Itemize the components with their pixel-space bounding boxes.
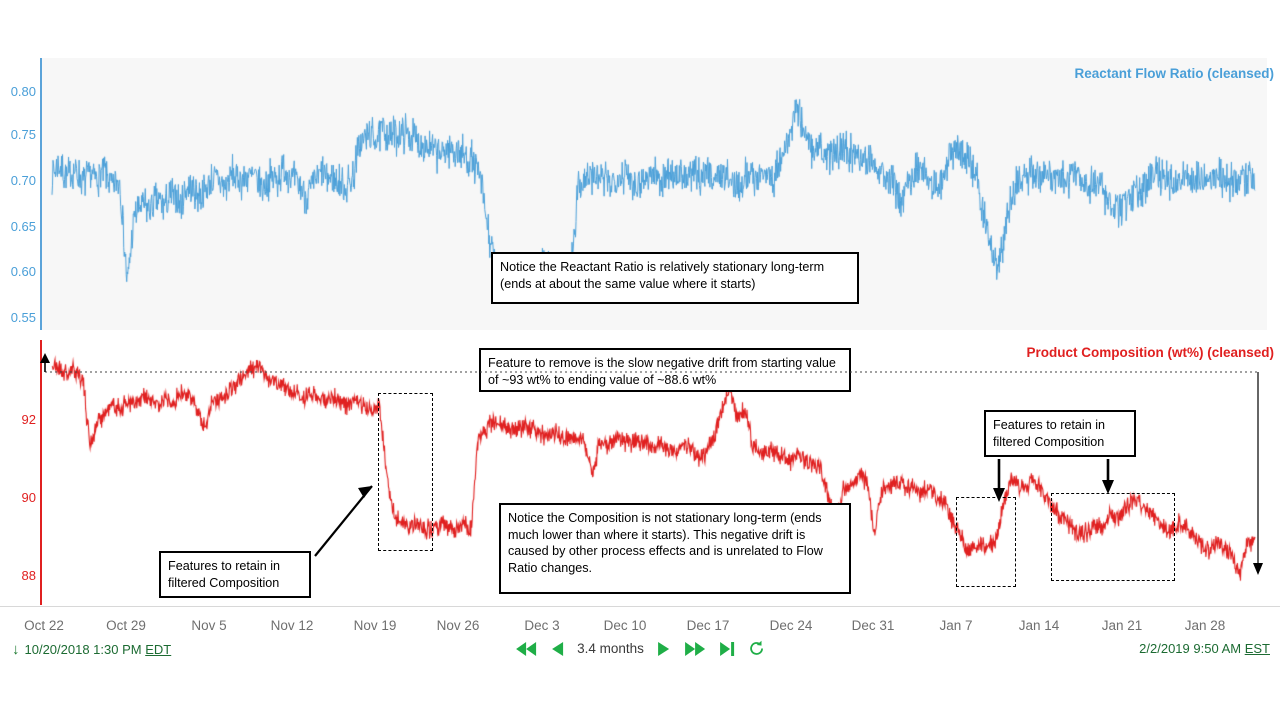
y-tick-top-0: 0.80 (10, 84, 36, 99)
y-tick-top-3: 0.65 (10, 219, 36, 234)
duration-label: 3.4 months (577, 641, 644, 656)
product-composition-title: Product Composition (wt%) (cleansed) (1026, 345, 1274, 360)
y-tick-bot-0: 92 (21, 412, 36, 427)
x-tick-0: Oct 22 (24, 618, 64, 633)
x-tick-9: Dec 24 (769, 618, 813, 633)
down-arrow-icon[interactable]: ↓ (12, 641, 20, 658)
x-tick-13: Jan 21 (1101, 618, 1143, 633)
x-tick-2: Nov 5 (191, 618, 227, 633)
x-tick-5: Nov 26 (436, 618, 480, 633)
x-tick-11: Jan 7 (939, 618, 973, 633)
y-tick-top-5: 0.55 (10, 310, 36, 325)
y-tick-top-1: 0.75 (10, 127, 36, 142)
forward-fast-icon[interactable] (684, 641, 706, 657)
range-end-label[interactable] (1139, 641, 1270, 656)
highlight-box-mid (956, 497, 1016, 587)
y-tick-top-4: 0.60 (10, 264, 36, 279)
jump-to-end-icon[interactable] (719, 641, 735, 657)
refresh-icon[interactable] (748, 640, 765, 657)
x-tick-12: Jan 14 (1018, 618, 1060, 633)
annotation-reactant-stationary: Notice the Reactant Ratio is relatively stationary long-term (ends at about the same value where it starts) (491, 252, 859, 304)
start-timezone[interactable]: EDT (145, 642, 172, 657)
x-tick-3: Nov 12 (270, 618, 314, 633)
end-datetime: 2/2/2019 9:50 AM (1139, 641, 1242, 656)
reactant-flow-ratio-title: Reactant Flow Ratio (cleansed) (1074, 66, 1274, 81)
annotation-drift-feature: Feature to remove is the slow negative drift from starting value of ~93 wt% to ending value of ~88.6 wt% (479, 348, 851, 392)
x-tick-1: Oct 29 (106, 618, 146, 633)
highlight-box-right (1051, 493, 1175, 581)
y-tick-bot-2: 88 (21, 568, 36, 583)
y-tick-top-2: 0.70 (10, 173, 36, 188)
x-tick-6: Dec 3 (524, 618, 560, 633)
playback-controls[interactable] (515, 640, 765, 657)
end-timezone[interactable]: EST (1244, 641, 1270, 656)
step-back-icon[interactable] (550, 641, 564, 657)
annotation-retain-left: Features to retain in filtered Composition (159, 551, 311, 598)
annotation-not-stationary: Notice the Composition is not stationary long-term (ends much lower than where it starts). This negative drift is caused by other process effects and is unrelated to Flow Ratio changes. (499, 503, 851, 594)
highlight-box-left (378, 393, 433, 551)
x-tick-4: Nov 19 (353, 618, 397, 633)
range-start-label[interactable] (12, 641, 171, 658)
rewind-fast-icon[interactable] (515, 641, 537, 657)
annotation-retain-right: Features to retain in filtered Composition (984, 410, 1136, 457)
x-tick-8: Dec 17 (686, 618, 730, 633)
y-tick-bot-1: 90 (21, 490, 36, 505)
step-forward-icon[interactable] (657, 641, 671, 657)
x-tick-10: Dec 31 (851, 618, 895, 633)
x-tick-7: Dec 10 (603, 618, 647, 633)
start-datetime: 10/20/2018 1:30 PM (24, 642, 142, 657)
x-tick-14: Jan 28 (1184, 618, 1226, 633)
axis-separator (0, 606, 1280, 607)
time-range-toolbar[interactable] (0, 638, 1280, 670)
